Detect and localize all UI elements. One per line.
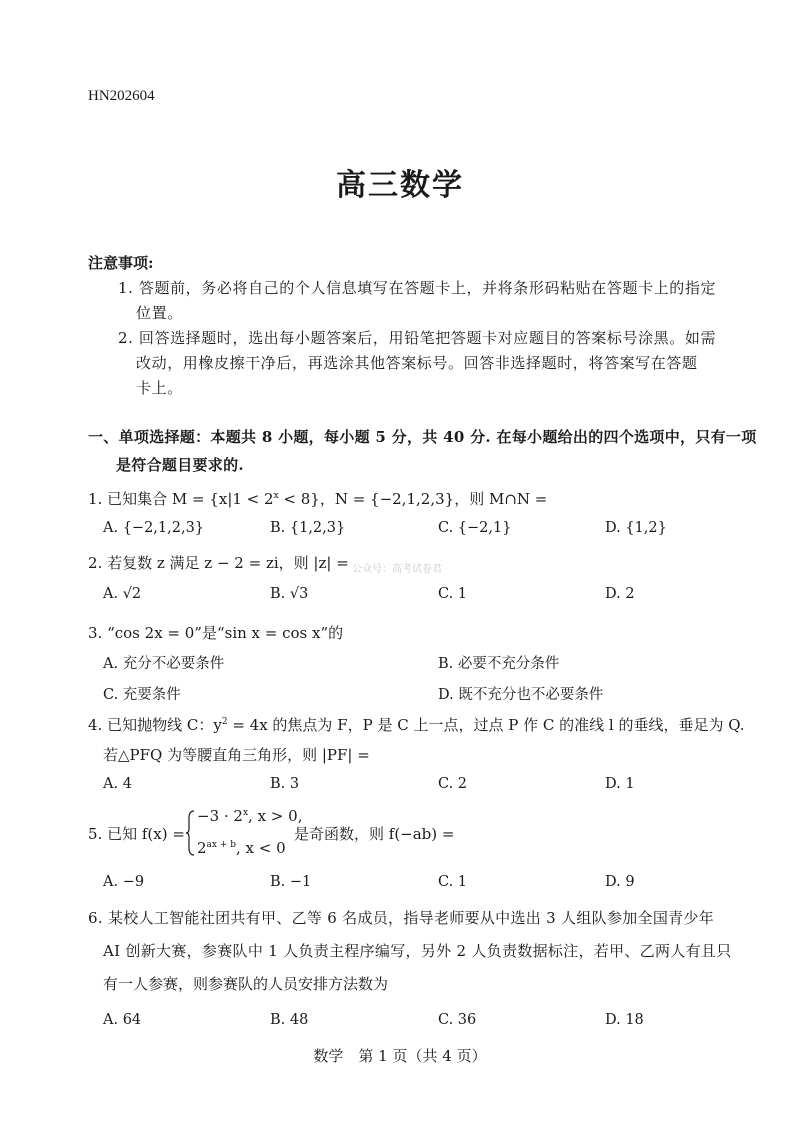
exam-code: HN202604 (88, 88, 155, 104)
question-3-stem: 3. “cos 2x = 0”是“sin x = cos x”的 (88, 624, 344, 642)
notice-line-5: 卡上。 (136, 379, 183, 397)
question-5-stem-tail: 是奇函数，则 f(−ab) = (294, 825, 455, 843)
page-title: 高三数学 (336, 168, 464, 203)
question-6-option-b: B. 48 (270, 1012, 309, 1028)
question-4-stem-line-1: 4. 已知抛物线 C：$y^2 = 4x$ 的焦点为 F，P 是 C 上一点，过点 P 作 C 的准线 l 的垂线，垂足为 Q. (88, 716, 745, 734)
notice-line-4: 改动，用橡皮擦干净后，再选涂其他答案标号。回答非选择题时，将答案写在答题 (136, 354, 698, 372)
piecewise-brace (185, 810, 195, 856)
question-4-stem-line-2: 若△PFQ 为等腰直角三角形，则 |PF| = (103, 746, 370, 764)
page-footer: 数学 第 1 页（共 4 页） (313, 1047, 487, 1065)
question-3-option-a: A. 充分不必要条件 (103, 656, 225, 672)
question-6-line-1: 6. 某校人工智能社团共有甲、乙等 6 名成员，指导老师要从中选出 3 人组队参加全国青少年 (88, 909, 715, 927)
question-6-option-d: D. 18 (605, 1012, 644, 1028)
section-heading-line-1: 一、单项选择题：本题共 8 小题，每小题 5 分，共 40 分. 在每小题给出的四个选项中，只有一项 (88, 428, 757, 446)
question-1-option-a: A. {−2,1,2,3} (103, 520, 205, 536)
question-4-option-a: A. 4 (103, 776, 132, 792)
question-6-option-a: A. 64 (103, 1012, 142, 1028)
question-1-option-b: B. {1,2,3} (270, 520, 346, 536)
question-3-option-d: D. 既不充分也不必要条件 (438, 687, 604, 703)
watermark: 公众号：高考试卷君 (352, 564, 442, 575)
question-2-option-b: B. √3 (270, 586, 309, 602)
question-4-option-d: D. 1 (605, 776, 635, 792)
question-5-case-2: $2^{ax + b}$, x < 0 (197, 839, 286, 857)
notice-heading: 注意事项: (88, 254, 154, 272)
question-5-option-d: D. 9 (605, 874, 635, 890)
question-5-option-a: A. −9 (103, 874, 145, 890)
question-4-option-b: B. 3 (270, 776, 300, 792)
question-2-option-a: A. √2 (103, 586, 142, 602)
question-6-line-2: AI 创新大赛，参赛队中 1 人负责主程序编写，另外 2 人负责数据标注，若甲、乙两人有且只 (103, 942, 732, 960)
question-1-stem: 1. 已知集合 $M = \{x|1 < 2^x < 8\}$，N = {−2,1,2,3}，则 M∩N = (88, 490, 548, 508)
section-heading-line-2: 是符合题目要求的. (116, 456, 244, 474)
question-6-line-3: 有一人参赛，则参赛队的人员安排方法数为 (103, 975, 389, 993)
question-5-case-1: $-3 \cdot 2^x$, x > 0, (197, 807, 303, 825)
question-3-option-b: B. 必要不充分条件 (438, 656, 560, 672)
notice-line-2: 位置。 (136, 304, 183, 322)
question-3-option-c: C. 充要条件 (103, 687, 181, 703)
question-4-option-c: C. 2 (438, 776, 468, 792)
question-1-option-d: D. {1,2} (605, 520, 667, 536)
question-1-option-c: C. {−2,1} (438, 520, 512, 536)
question-5-option-c: C. 1 (438, 874, 468, 890)
question-5-stem: 5. 已知 f(x) = (88, 825, 185, 843)
question-2-option-c: C. 1 (438, 586, 468, 602)
question-2-option-d: D. 2 (605, 586, 635, 602)
question-5-option-b: B. −1 (270, 874, 312, 890)
question-2-stem: 2. 若复数 z 满足 z − 2 = zi，则 |z| = (88, 554, 349, 572)
notice-line-3: 2. 回答选择题时，选出每小题答案后，用铅笔把答题卡对应题目的答案标号涂黑。如需 (118, 329, 717, 347)
notice-line-1: 1. 答题前，务必将自己的个人信息填写在答题卡上，并将条形码粘贴在答题卡上的指定 (118, 279, 717, 297)
question-6-option-c: C. 36 (438, 1012, 477, 1028)
